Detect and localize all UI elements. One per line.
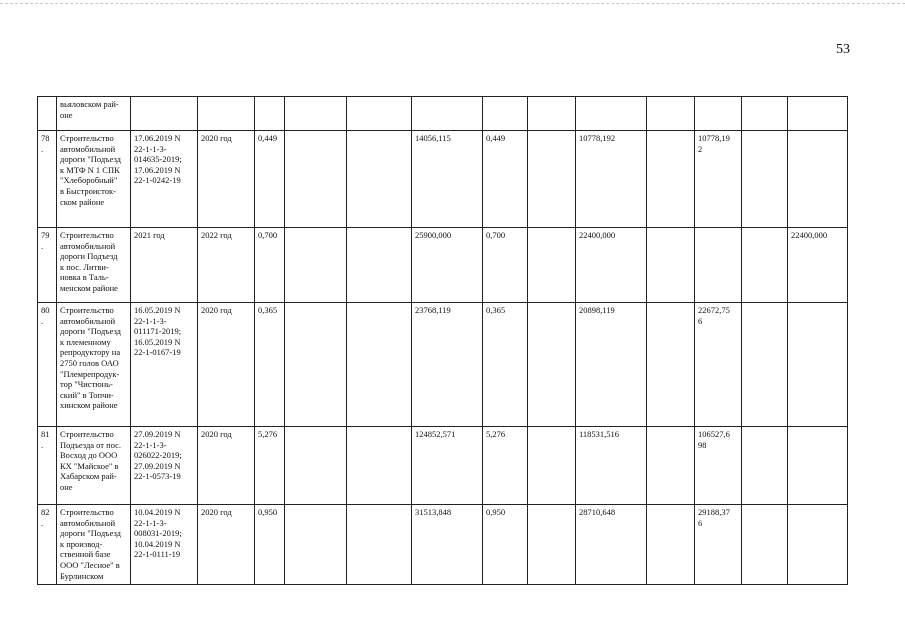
table-cell [576,97,647,131]
table-cell [528,427,576,505]
row-number-cell: 78 . [38,131,57,228]
road-construction-table [37,96,848,585]
table-cell [285,131,347,228]
table-cell [788,131,848,228]
page-number: 53 [836,42,850,57]
object-name-cell: Строительство автомобильной дороги Подъезд к пос. Литви- новка в Таль- менском районе [57,228,131,303]
table-cell [695,228,742,303]
table-cell: 20898,119 [576,303,647,427]
table-cell [347,303,412,427]
object-name-cell: вьяловском рай- оне [57,97,131,131]
table-cell: 2021 год [131,228,198,303]
table-cell [742,303,788,427]
table-cell: 2020 год [198,427,255,505]
table-cell [347,131,412,228]
row-number-cell [38,97,57,131]
row-number-cell: 79 . [38,228,57,303]
table-cell [412,97,483,131]
table-cell: 0,700 [255,228,285,303]
table-cell: 2020 год [198,131,255,228]
table-cell: 124852,571 [412,427,483,505]
table-cell [788,97,848,131]
table-cell: 0,365 [255,303,285,427]
table-cell [788,505,848,585]
table-cell [285,303,347,427]
table-row [38,97,848,131]
table-cell [647,228,695,303]
table-cell [347,228,412,303]
table-row [38,303,848,427]
row-number-cell: 81 . [38,427,57,505]
table-cell: 29188,37 6 [695,505,742,585]
table-cell [528,505,576,585]
table-cell: 22672,75 6 [695,303,742,427]
table-cell [647,97,695,131]
table-cell [483,97,528,131]
table-cell: 2022 год [198,228,255,303]
table-cell: 31513,848 [412,505,483,585]
object-name-cell: Строительство Подъезда от пос. Восход до ООО КХ "Майское" в Хабарском рай- оне [57,427,131,505]
table-cell [528,97,576,131]
table-cell: 0,449 [483,131,528,228]
table-cell: 0,950 [483,505,528,585]
table-cell: 0,365 [483,303,528,427]
object-name-cell: Строительство автомобильной дороги "Подъезд к производ- ственной базе ООО "Лесное" в Бурлинском [57,505,131,585]
table-cell [788,427,848,505]
table-cell: 23768,119 [412,303,483,427]
table-cell [742,427,788,505]
table-cell [647,427,695,505]
table-row [38,505,848,585]
object-name-cell: Строительство автомобильной дороги "Подъезд к МТФ N 1 СПК "Хлеборобный" в Быстроисток- ском районе [57,131,131,228]
table-cell [742,97,788,131]
table-cell: 5,276 [483,427,528,505]
row-number-cell: 80 . [38,303,57,427]
table-cell: 27.09.2019 N 22-1-1-3- 026022-2019; 27.09.2019 N 22-1-0573-19 [131,427,198,505]
table-cell [347,97,412,131]
table-cell [742,505,788,585]
table-cell [285,505,347,585]
table-cell: 17.06.2019 N 22-1-1-3- 014635-2019; 17.06.2019 N 22-1-0242-19 [131,131,198,228]
table-cell [528,228,576,303]
table-cell [198,97,255,131]
table-row [38,228,848,303]
table-cell [742,131,788,228]
table-cell: 25900,000 [412,228,483,303]
table-cell: 0,950 [255,505,285,585]
table-cell [347,427,412,505]
table-cell: 2020 год [198,303,255,427]
table-cell: 106527,6 98 [695,427,742,505]
table-cell: 16.05.2019 N 22-1-1-3- 011171-2019; 16.05.2019 N 22-1-0167-19 [131,303,198,427]
table-cell [285,228,347,303]
table-cell: 10778,192 [576,131,647,228]
table-cell: 0,449 [255,131,285,228]
table-row [38,131,848,228]
table-cell: 28710,648 [576,505,647,585]
table-cell [255,97,285,131]
row-number-cell: 82 . [38,505,57,585]
table-cell: 22400,000 [576,228,647,303]
table-cell [647,131,695,228]
table-cell [528,303,576,427]
table-cell [131,97,198,131]
table-cell [742,228,788,303]
table-cell [647,303,695,427]
table-cell [347,505,412,585]
table-row [38,427,848,505]
table-cell: 22400,000 [788,228,848,303]
table-cell: 10778,19 2 [695,131,742,228]
table-cell: 0,700 [483,228,528,303]
table-cell [528,131,576,228]
table-cell [788,303,848,427]
table-cell: 5,276 [255,427,285,505]
table-cell: 14056,115 [412,131,483,228]
table-cell: 2020 год [198,505,255,585]
object-name-cell: Строительство автомобильной дороги "Подъезд к племенному репродуктору на 2750 голов ОАО "Племрепродук- тор "Чистюнь- ский" в Топчи- хинском районе [57,303,131,427]
table-cell: 10.04.2019 N 22-1-1-3- 008031-2019; 10.04.2019 N 22-1-0111-19 [131,505,198,585]
table-cell [647,505,695,585]
table-cell: 118531,516 [576,427,647,505]
table-cell [285,427,347,505]
table-cell [695,97,742,131]
top-scan-edge [0,3,905,4]
table-cell [285,97,347,131]
